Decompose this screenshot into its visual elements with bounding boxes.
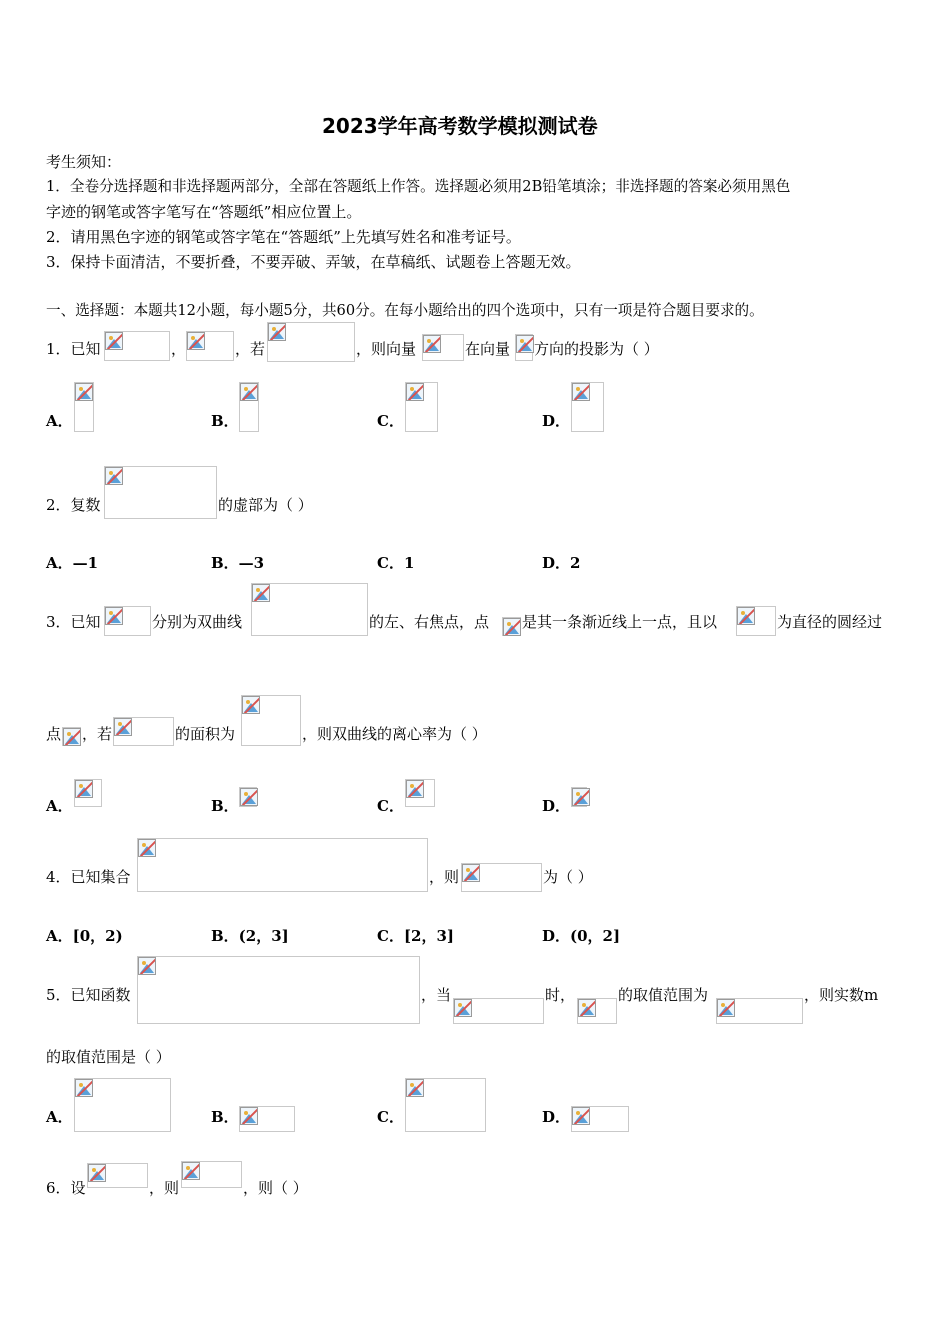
q1-option-d: D． [542, 412, 571, 430]
formula-image [461, 863, 542, 892]
broken-image-icon [75, 780, 93, 798]
q2-option-b: B．—3 [211, 554, 265, 572]
formula-image [113, 717, 174, 746]
q2-option-d: D．2 [542, 554, 581, 572]
formula-image [181, 1161, 242, 1188]
q3-option-c: C． [377, 797, 404, 815]
formula-image [571, 1106, 629, 1132]
broken-image-icon [105, 607, 123, 625]
broken-image-icon [737, 607, 755, 625]
formula-image [515, 334, 533, 361]
notice-item-1: 1．全卷分选择题和非选择题两部分，全部在答题纸上作答。选择题必须用2B铅笔填涂；非选择题的答案必须用黑色 [46, 178, 791, 195]
formula-image [239, 382, 259, 432]
formula-image [104, 466, 217, 519]
notice-item-2: 2．请用黑色字迹的钢笔或答字笔在“答题纸”上先填写姓名和准考证号。 [46, 228, 521, 246]
formula-image [405, 779, 435, 807]
q3-text-6: 点 [46, 725, 62, 743]
formula-image [422, 334, 464, 361]
formula-image [74, 1078, 171, 1132]
q2-text-2: 的虚部为（ ） [218, 496, 313, 514]
q4-text-2: ，则 [429, 868, 460, 886]
broken-image-icon [454, 999, 472, 1017]
broken-image-icon [138, 839, 156, 857]
formula-image [137, 956, 420, 1024]
broken-image-icon [105, 467, 123, 485]
q3-option-d: D． [542, 797, 571, 815]
notice-heading: 考生须知： [46, 153, 122, 171]
q3-text-9: ，则双曲线的离心率为（ ） [302, 725, 487, 743]
formula-image [239, 787, 257, 807]
formula-image [251, 583, 368, 636]
q5-option-b: B． [211, 1108, 239, 1126]
formula-image [186, 331, 234, 361]
q5-text-1: 5．已知函数 [46, 986, 131, 1004]
formula-image [74, 382, 94, 432]
broken-image-icon [252, 584, 270, 602]
q2-option-c: C．1 [377, 554, 415, 572]
formula-image [137, 838, 428, 892]
formula-image [716, 998, 803, 1024]
q5-text-3: 时， [545, 986, 576, 1004]
broken-image-icon [63, 728, 81, 746]
broken-image-icon [516, 335, 534, 353]
q4-text-1: 4．已知集合 [46, 868, 131, 886]
broken-image-icon [75, 1079, 93, 1097]
q1-text-4: ，则向量 [356, 340, 417, 358]
notice-item-1-cont: 字迹的钢笔或答字笔写在“答题纸”相应位置上。 [46, 203, 362, 221]
formula-image [241, 695, 301, 746]
q6-text-2: ，则 [149, 1179, 180, 1197]
formula-image [239, 1106, 295, 1132]
section-heading: 一、选择题：本题共12小题，每小题5分，共60分。在每小题给出的四个选项中，只有一项是符合题目要求的。 [46, 302, 764, 319]
broken-image-icon [138, 957, 156, 975]
q1-text-6: 方向的投影为（ ） [534, 340, 659, 358]
broken-image-icon [572, 788, 590, 806]
q6-text-3: ，则（ ） [243, 1179, 308, 1197]
broken-image-icon [240, 383, 258, 401]
q6-text-1: 6．设 [46, 1179, 86, 1197]
q1-text-2: ， [171, 340, 187, 358]
formula-image [62, 727, 81, 746]
formula-image [104, 606, 151, 636]
formula-image [74, 779, 102, 807]
notice-item-3: 3．保持卡面清洁，不要折叠，不要弄破、弄皱，在草稿纸、试题卷上答题无效。 [46, 253, 581, 271]
broken-image-icon [423, 335, 441, 353]
q3-text-3: 的左、右焦点，点 [369, 613, 490, 631]
q1-text-3: ，若 [235, 340, 266, 358]
formula-image [453, 998, 544, 1024]
broken-image-icon [268, 323, 286, 341]
formula-image [405, 382, 438, 432]
broken-image-icon [242, 696, 260, 714]
q2-option-a: A．—1 [46, 554, 99, 572]
q3-option-b: B． [211, 797, 239, 815]
q3-text-7: ，若 [82, 725, 113, 743]
q5-option-c: C． [377, 1108, 404, 1126]
q3-text-1: 3．已知 [46, 613, 101, 631]
formula-image [577, 998, 617, 1024]
formula-image [104, 331, 170, 361]
broken-image-icon [717, 999, 735, 1017]
q4-option-d: D．(0，2] [542, 927, 621, 945]
broken-image-icon [114, 718, 132, 736]
q3-option-a: A． [46, 797, 73, 815]
broken-image-icon [88, 1164, 106, 1182]
broken-image-icon [105, 332, 123, 350]
broken-image-icon [503, 618, 521, 636]
q1-option-b: B． [211, 412, 239, 430]
q5-text-4: 的取值范围为 [618, 986, 709, 1004]
broken-image-icon [187, 332, 205, 350]
q1-text-1: 1．已知 [46, 340, 101, 358]
formula-image [736, 606, 776, 636]
q5-text-6: 的取值范围是（ ） [46, 1048, 171, 1066]
broken-image-icon [406, 1079, 424, 1097]
broken-image-icon [572, 1107, 590, 1125]
formula-image [267, 322, 355, 362]
q4-option-a: A．[0，2) [46, 927, 123, 945]
formula-image [405, 1078, 486, 1132]
q1-option-c: C． [377, 412, 404, 430]
q5-text-5: ，则实数m [804, 986, 879, 1004]
broken-image-icon [578, 999, 596, 1017]
page-title: 2023学年高考数学模拟测试卷 [322, 114, 598, 138]
q1-text-5: 在向量 [465, 340, 511, 358]
formula-image [571, 382, 604, 432]
q3-text-2: 分别为双曲线 [152, 613, 243, 631]
q4-option-b: B．(2，3] [211, 927, 289, 945]
q5-option-a: A． [46, 1108, 73, 1126]
broken-image-icon [406, 383, 424, 401]
broken-image-icon [75, 383, 93, 401]
formula-image [502, 617, 521, 636]
broken-image-icon [240, 788, 258, 806]
q4-text-3: 为（ ） [543, 868, 593, 886]
broken-image-icon [572, 383, 590, 401]
q3-text-4: 是其一条渐近线上一点，且以 [522, 613, 718, 631]
formula-image [87, 1163, 148, 1188]
q3-text-8: 的面积为 [175, 725, 236, 743]
q5-option-d: D． [542, 1108, 571, 1126]
broken-image-icon [462, 864, 480, 882]
formula-image [571, 787, 587, 807]
q1-option-a: A． [46, 412, 73, 430]
q4-option-c: C．[2，3] [377, 927, 455, 945]
broken-image-icon [406, 780, 424, 798]
broken-image-icon [240, 1107, 258, 1125]
broken-image-icon [182, 1162, 200, 1180]
q2-text-1: 2．复数 [46, 496, 101, 514]
q3-text-5: 为直径的圆经过 [777, 613, 883, 631]
q5-text-2: ，当 [421, 986, 452, 1004]
